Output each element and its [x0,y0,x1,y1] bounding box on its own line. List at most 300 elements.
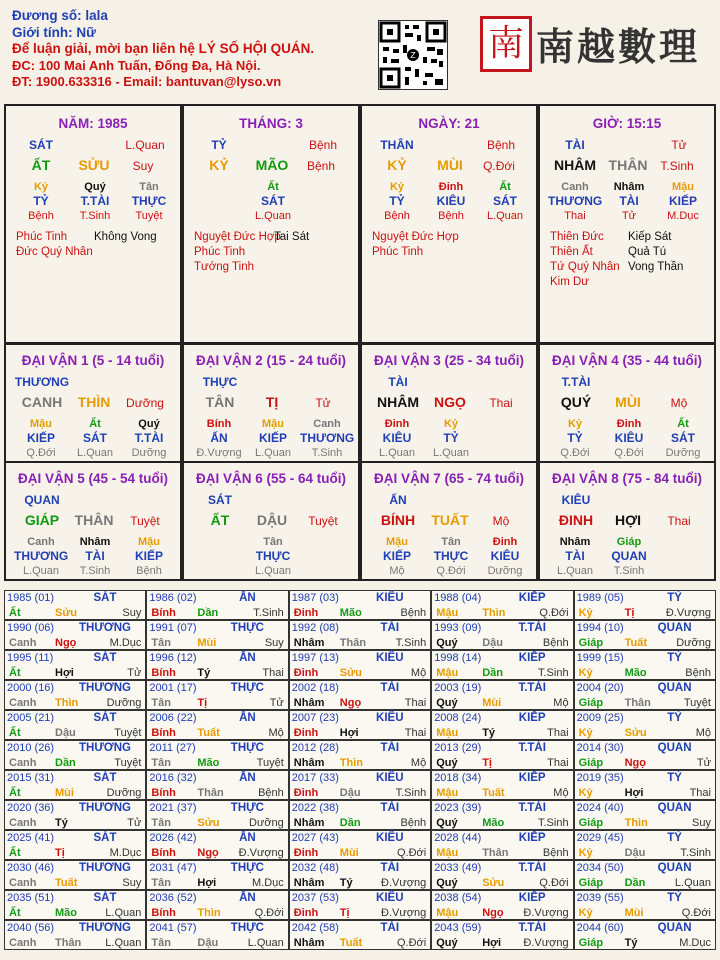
year-god: KIẾP [518,832,546,844]
dv-god-2: TỶ [443,431,459,445]
year-branch: Dần [197,607,219,619]
star-left: Thiên Đức [550,231,604,243]
year-branch: Mão [482,817,505,829]
year-cell [4,770,146,800]
year-stage: Thai [547,727,569,739]
year-cell [146,620,288,650]
year-god: SÁT [93,712,117,724]
year-stem: Tân [151,937,171,949]
pillar-top-right: L.Quan [125,138,165,152]
pillar-stem: NHÂM [554,157,596,173]
year-god: ẤN [239,652,256,664]
year-cell [4,620,146,650]
year-branch: Hợi [624,787,644,799]
year-god: TỶ [667,892,682,904]
year-stem: Ất [9,667,21,679]
year-stem: Quý [436,697,458,709]
year-cell [146,740,288,770]
year-cell [289,860,431,890]
pillar-title: GIỜ: 15:15 [592,116,662,131]
year-label: 2010 (26) [7,742,55,754]
year-stage: Q.Đới [254,907,284,919]
year-cell [431,740,573,770]
year-branch: Thìn [482,607,506,619]
year-god: TÀI [380,682,400,694]
dai-van-title: ĐẠI VẬN 5 (45 - 54 tuổi) [17,471,169,486]
dai-van-god: THỰC [202,375,238,389]
dv-god-1: KIẾP [382,549,411,563]
hidden-stem-3: Mậu [672,181,694,193]
year-stage: T.Sinh [680,847,711,859]
dai-van-branch: TỊ [265,394,279,410]
dai-van-note: Tuyệt [130,514,160,528]
year-stage: Suy [264,637,284,649]
year-stem: Nhâm [293,637,325,649]
year-stage: Thai [262,667,284,679]
year-cell [574,770,716,800]
year-label: 2039 (55) [576,892,624,904]
year-cell [146,650,288,680]
year-branch: Dậu [482,637,503,649]
year-label: 2040 (56) [7,922,55,934]
year-cell [4,650,146,680]
year-label: 2024 (40) [576,802,624,814]
dai-van-branch: THÌN [77,394,111,410]
pillar-top-left: TÀI [565,138,585,152]
year-cell [4,590,146,620]
pillar-top-left: TỶ [211,138,227,152]
year-stem: Kỷ [578,787,593,799]
year-stem: Kỷ [578,667,593,679]
dai-van-2 [182,343,360,463]
dai-van-note: Thai [489,396,513,410]
ten-god-2: SÁT [261,194,285,208]
pillar-branch: MÙI [437,157,463,173]
year-stem: Tân [151,697,171,709]
pillar-branch-note: Bệnh [306,159,336,173]
header-info [12,8,314,91]
dv-stage-2: L.Quan [254,565,292,577]
year-label: 1995 (11) [7,652,54,664]
dai-van-1 [4,343,182,463]
life-stage-2: Tử [621,210,637,222]
year-label: 2043 (59) [434,922,482,934]
year-god: THỰC [230,742,264,754]
dv-stage-1: Q.Đới [560,447,590,459]
year-god: T.TÀI [518,862,546,874]
year-stage: Mộ [410,667,427,679]
year-label: 1999 (15) [576,652,624,664]
year-stem: Canh [9,877,37,889]
dai-van-god: T.TÀI [561,375,591,389]
year-label: 2029 (45) [576,832,624,844]
dv-hidden-2: Nhâm [79,536,111,548]
year-branch: Tị [482,757,492,769]
dai-van-god: QUAN [24,493,60,507]
year-label: 2034 (50) [576,862,624,874]
year-cell [574,680,716,710]
year-stage: Bệnh [542,847,569,859]
year-stem: Ất [9,727,21,739]
life-stage-2: T.Sinh [79,210,111,222]
hidden-stem-3: Ất [499,181,511,193]
dai-van-stem: NHÂM [377,394,419,410]
contact-note: Để luận giải, mời bạn liên hệ LÝ SỐ HỘI QUÁN. [12,41,315,56]
year-branch: Mão [197,757,220,769]
year-god: SÁT [93,652,117,664]
pillar-3 [360,104,538,344]
year-branch: Tuất [624,637,647,649]
year-stage: Đ.Vượng [523,937,569,949]
year-branch: Tý [339,877,353,889]
year-god: QUAN [657,682,692,694]
year-branch: Tý [197,667,211,679]
year-god: TÀI [380,622,400,634]
dv-hidden-2: Kỷ [443,418,459,430]
year-label: 2020 (36) [7,802,55,814]
year-cell [146,770,288,800]
year-god: KIÊU [376,832,404,844]
year-branch: Dần [624,877,646,889]
year-branch: Mùi [55,787,74,799]
year-cell [574,740,716,770]
year-stem: Nhâm [293,817,325,829]
dv-hidden-1: Canh [27,536,55,548]
year-god: TỶ [667,652,682,664]
year-cell [431,860,573,890]
dv-stage-1: L.Quan [22,565,60,577]
star-left: Phúc Tinh [16,231,68,243]
star-left: Nguyệt Đức Hợp [194,231,281,243]
dai-van-note: Thai [667,514,691,528]
dv-god-2: KIẾP [258,431,287,445]
dv-hidden-1: Mậu [30,418,52,430]
year-stage: M.Dục [679,937,711,949]
year-label: 2031 (47) [149,862,197,874]
dv-stage-2: T.Sinh [613,565,645,577]
year-cell [4,860,146,890]
year-stem: Giáp [578,637,604,649]
year-cell [431,620,573,650]
svg-text:Z: Z [410,51,416,60]
pillar-branch-note: Suy [132,159,154,173]
year-branch: Dậu [55,727,76,739]
brand-logo: 南越數理 [536,24,701,69]
year-stem: Đinh [293,727,319,739]
year-branch: Mão [55,907,77,919]
year-god: ẤN [239,832,256,844]
year-cell [431,830,573,860]
ten-god-2: TÀI [619,194,639,208]
year-stem: Nhâm [293,697,325,709]
year-god: KIẾP [518,712,546,724]
pillar-top-right: Tử [671,138,687,152]
year-branch: Tý [624,937,638,949]
year-stage: Thai [547,757,569,769]
year-branch: Thân [339,637,367,649]
year-stage: Mộ [268,727,284,739]
dv-god-1: KIẾP [26,431,55,445]
year-label: 2033 (49) [434,862,482,874]
year-label: 2023 (39) [434,802,482,814]
year-branch: Tuất [55,877,78,889]
year-stem: Kỷ [578,607,593,619]
dv-god-3: T.TÀI [134,431,164,445]
year-label: 2028 (44) [434,832,482,844]
year-cell [289,740,431,770]
dv-god-1: THƯƠNG [14,549,69,563]
dv-stage-1: Q.Đới [26,447,56,459]
year-branch: Thân [624,697,651,709]
dai-van-note: Mộ [492,514,510,528]
year-god: TỶ [667,832,682,844]
pillar-branch: SỬU [78,157,110,173]
year-branch: Mùi [482,697,502,709]
dai-van-branch: NGỌ [434,394,466,410]
year-god: TÀI [380,862,400,874]
year-stem: Quý [436,937,458,949]
year-god: T.TÀI [518,622,546,634]
year-stage: Tuyệt [114,757,142,769]
year-branch: Thân [55,937,82,949]
year-stem: Kỷ [578,847,593,859]
year-label: 2037 (53) [291,892,339,904]
dai-van-7 [360,461,538,581]
year-cell [146,590,288,620]
qr-code-icon [378,20,448,90]
red-seal-logo: 南 [480,16,532,72]
year-stage: Thai [404,727,427,739]
gender: Giới tính: Nữ [12,24,96,40]
pillar-top-right: Bệnh [308,138,338,152]
year-stage: Đ.Vượng [381,907,427,919]
year-stage: Mộ [553,697,569,709]
year-label: 2038 (54) [434,892,482,904]
year-god: ẤN [239,712,256,724]
year-branch: Dần [55,757,76,769]
life-stage-3: Tuyệt [135,210,163,222]
year-stem: Canh [9,697,37,709]
year-stem: Tân [151,877,171,889]
year-cell [431,770,573,800]
year-branch: Thìn [55,697,79,709]
year-branch: Mão [339,607,362,619]
year-cell [289,620,431,650]
dai-van-stem: GIÁP [24,512,60,528]
year-stem: Giáp [578,757,604,769]
year-cell [574,830,716,860]
dai-van-branch: MÙI [615,394,641,410]
year-god: QUAN [657,622,692,634]
year-god: KIÊU [376,892,404,904]
pillar-1 [4,104,182,344]
year-stage: Thai [404,697,427,709]
dv-god-3: KIÊU [490,549,520,563]
dv-god-1: KIÊU [382,431,412,445]
year-stem: Bính [151,787,176,799]
year-cell [289,920,431,950]
address: ĐC: 100 Mai Anh Tuấn, Đống Đa, Hà Nội. [12,57,261,73]
year-god: THỰC [230,682,264,694]
ten-god-1: TỶ [33,194,49,208]
dv-stage-1: Đ.Vượng [196,447,242,459]
year-label: 1985 (01) [7,592,55,604]
year-stage: Đ.Vượng [381,877,427,889]
dai-van-god: THƯƠNG [14,375,70,389]
year-branch: Thân [482,847,509,859]
dv-god-2: TÀI [85,549,105,563]
hidden-stem-2: Ất [267,181,279,193]
year-cell [289,830,431,860]
year-label: 2016 (32) [149,772,197,784]
year-label: 1992 (08) [291,622,339,634]
year-cell [4,680,146,710]
year-stage: L.Quan [105,937,142,949]
dv-god-3: KIẾP [134,549,163,563]
year-cell [4,920,146,950]
ten-god-1: THƯƠNG [548,194,603,208]
dv-stage-3: Dưỡng [131,447,167,459]
year-branch: Tuất [339,937,363,949]
year-branch: Tuất [197,727,220,739]
year-label: 2001 (17) [149,682,197,694]
year-branch: Dậu [624,847,646,859]
ten-god-2: KIÊU [436,194,466,208]
year-label: 1993 (09) [434,622,482,634]
ten-god-3: THỰC [131,194,167,208]
year-god: ẤN [239,772,256,784]
dv-hidden-2: Ất [89,418,101,430]
year-stage: Bệnh [400,607,427,619]
year-branch: Hợi [55,667,74,679]
year-cell [289,770,431,800]
dv-stage-3: Dưỡng [487,565,523,577]
year-label: 2036 (52) [149,892,197,904]
year-cell [4,890,146,920]
year-branch: Ngọ [482,907,504,919]
year-label: 2002 (18) [291,682,339,694]
year-stem: Ất [9,607,21,619]
year-god: KIÊU [376,712,404,724]
dai-van-title: ĐẠI VẬN 1 (5 - 14 tuổi) [21,353,165,368]
year-cell [289,800,431,830]
dv-hidden-2: Giáp [616,536,642,548]
life-stage-1: Bệnh [28,210,54,222]
year-label: 1990 (06) [7,622,55,634]
dv-stage-3: T.Sinh [311,447,343,459]
year-label: 2000 (16) [7,682,55,694]
year-stage: T.Sinh [395,637,427,649]
dv-god-3: THƯƠNG [300,431,355,445]
dai-van-stem: CANH [21,394,63,410]
ten-god-1: TỶ [389,194,405,208]
year-god: ẤN [239,892,256,904]
star-left: Kim Dư [550,276,590,288]
year-stage: Q.Đới [681,907,711,919]
year-stem: Canh [9,637,37,649]
hidden-stem-2: Nhâm [613,181,645,193]
year-cell [574,920,716,950]
year-cell [146,860,288,890]
year-label: 2011 (27) [149,742,196,754]
dv-stage-1: Mộ [389,565,405,577]
year-stem: Đinh [293,787,319,799]
year-cell [431,890,573,920]
year-god: THƯƠNG [79,622,131,634]
dai-van-note: Mộ [670,396,688,410]
star-left: Thiên Ất [550,246,593,258]
ten-god-3: KIẾP [668,194,697,208]
year-label: 2004 (20) [576,682,624,694]
dai-van-6 [182,461,360,581]
dai-van-note: Dưỡng [126,396,164,410]
year-stem: Ất [9,847,21,859]
year-stem: Đinh [293,607,319,619]
year-stem: Mậu [436,727,459,739]
dv-god-2: THỰC [433,549,469,563]
year-branch: Sửu [197,817,220,829]
dai-van-8 [538,461,716,581]
year-cell [289,890,431,920]
dv-stage-2: Q.Đới [436,565,466,577]
year-stem: Bính [151,907,176,919]
dv-hidden-2: Tân [263,536,283,548]
life-stage-2: Bệnh [438,210,464,222]
year-god: KIÊU [376,772,404,784]
year-label: 2035 (51) [7,892,55,904]
year-god: THƯƠNG [79,742,131,754]
pillar-branch-note: Q.Đới [483,159,515,173]
year-branch: Thìn [197,907,221,919]
year-branch: Mùi [197,637,217,649]
year-label: 2003 (19) [434,682,482,694]
dai-van-4 [538,343,716,463]
year-cell [431,650,573,680]
year-stage: Dưỡng [676,637,711,649]
hidden-stem-2: Quý [84,181,106,193]
year-stem: Giáp [578,817,604,829]
year-branch: Mùi [624,907,644,919]
year-stage: M.Dục [252,877,284,889]
year-cell [574,860,716,890]
year-cell [431,920,573,950]
year-stage: T.Sinh [395,787,427,799]
year-stem: Mậu [436,907,459,919]
year-stage: Mộ [695,727,711,739]
year-stage: L.Quan [105,907,142,919]
pillar-stem: ẤT [31,157,51,173]
year-branch: Dần [339,817,361,829]
year-stem: Nhâm [293,937,325,949]
year-god: KIẾP [518,772,546,784]
year-stage: Suy [122,877,142,889]
year-branch: Tuất [482,787,505,799]
dv-stage-2: L.Quan [76,447,114,459]
pillar-branch: MÃO [255,157,289,173]
pillar-2 [182,104,360,344]
dv-hidden-2: Đinh [616,418,642,430]
year-cell [4,710,146,740]
year-stage: Tử [696,757,711,769]
year-stem: Bính [151,727,176,739]
year-cell [431,800,573,830]
year-god: THỰC [230,862,264,874]
year-stage: Dưỡng [106,697,142,709]
year-stage: T.Sinh [253,607,284,619]
year-god: T.TÀI [518,922,546,934]
year-stage: Q.Đới [396,847,427,859]
year-stem: Bính [151,847,176,859]
